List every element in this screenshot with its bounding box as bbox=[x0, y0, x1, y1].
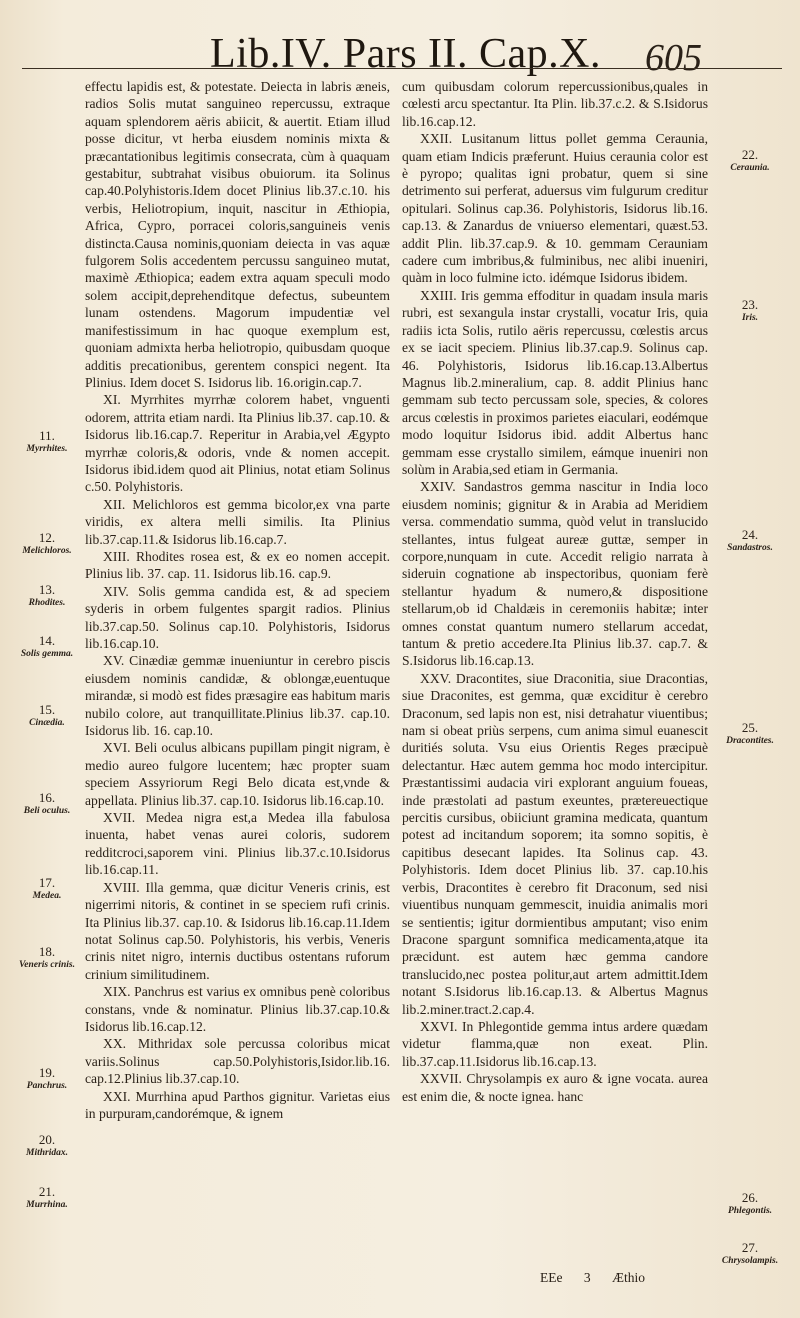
margin-number: 22. bbox=[741, 147, 759, 162]
margin-number: 24. bbox=[741, 527, 759, 542]
signature-mark: EEe bbox=[540, 1270, 563, 1285]
margin-name: Dracontites. bbox=[726, 736, 774, 746]
margin-name: Myrrhites. bbox=[26, 444, 68, 454]
margin-note-20 bbox=[12, 1132, 82, 1158]
paragraph-13: XIII. Rhodites rosea est, & ex eo nomen accepit. Plinius lib. 37. cap. 11. Isidorus lib.16. cap.9. bbox=[85, 548, 390, 582]
margin-number: 21. bbox=[38, 1184, 56, 1199]
margin-name: Panchrus. bbox=[26, 1081, 68, 1091]
paragraph-16: XVI. Beli oculus albicans pupillam pingit nigram, è medio aureo fulgore lucentem; hæc propter suam speciem Assyriorum Regi Belo dicata est,vnde & appellata. Plinius lib.37. cap.10. Isidorus lib.16.cap.10. bbox=[85, 740, 390, 808]
margin-note-26 bbox=[710, 1190, 790, 1216]
paragraph-24: XXIV. Sandastros gemma nascitur in India loco eiusdem nominis; gignitur & in Arabia ad Meridiem versa. commendatio summa, quòd velut in translucido stellantes, intus fulgeat aureæ guttæ, semper in corpore,nunquam in cute. Accedit religio narrata à sideruin cognatione ab inspectoribus, quoniam ferè stellantur hyadum & numero,& dispositione stellarum,ob id Chaldæis in ceremoniis habitæ; inter omnes constat quantum numero stellarum accedat, tantum & pretio accedere.Ita Plinius lib.37. cap.7. & S.Isidorus lib.16.cap.13. bbox=[402, 479, 708, 669]
margin-name: Sandastros. bbox=[727, 543, 773, 553]
margin-name: Veneris crinis. bbox=[19, 960, 75, 970]
margin-number: 25. bbox=[741, 720, 759, 735]
margin-number: 11. bbox=[39, 428, 55, 443]
margin-note-27 bbox=[710, 1240, 790, 1266]
margin-note-14 bbox=[12, 633, 82, 659]
right-text-column bbox=[402, 78, 708, 1105]
margin-number: 26. bbox=[741, 1190, 759, 1205]
margin-note-13 bbox=[12, 582, 82, 608]
paragraph: cum quibusdam colorum repercussionibus,quales in cœlesti arcu spectantur. Ita Plin. lib.37.c.2. & S.Isidorus lib.16.cap.12. bbox=[402, 79, 708, 129]
margin-number: 19. bbox=[38, 1065, 56, 1080]
paragraph-26: XXVI. In Phlegontide gemma intus ardere quædam videtur flamma,quæ non exeat. Plin. lib.37.cap.11.Isidorus lib.16.cap.13. bbox=[402, 1018, 708, 1069]
margin-note-23 bbox=[710, 297, 790, 323]
left-text-column bbox=[85, 78, 390, 1122]
margin-note-25 bbox=[710, 720, 790, 746]
paragraph-20: XX. Mithridax sole percussa coloribus micat variis.Solinus cap.50.Polyhistoris,Isidor.lib.16. cap.12.Plinius lib.37.cap.10. bbox=[85, 1036, 390, 1087]
margin-number: 15. bbox=[38, 702, 56, 717]
paragraph: effectu lapidis est, & potestate. Deiecta in labris æneis, radios Solis mutat sanguineo repercussu, extraque aquam splendorem aëris abiicit, & auertit. Etiam illud posse dicitur, vt herba eiusdem nominis mixta & præcantationibus legitimis consecrata, cùm à quaquam gestabitur, subtrahat visibus obuiorum. ita Solinus cap.40.Polyhistoris.Idem docet Plinius lib.37.c.10. his verbis, Heliotropium, inquit, nascitur in Æthiopia, Africa, Cypro, porracei coloris,sanguineis venis distincta.Causa nominis,quoniam deiecta in vas aquæ fulgorem Solis accedentem percussu sanguineo mutat, maximè Æthiopica; eadem extra aquam speculi modo solem accipit,deprehenditque defectus, subeuntem lunam ostendens. Magorum impudentiæ vel manifestissimum in hac quoque exemplum est, quoniam admixta herba heliotropio, quibusdam quoque additis precationibus, gerentem conspici negent. Ita Plinius. Idem docet S. Isidorus lib. 16.origin.cap.7. bbox=[85, 79, 390, 390]
margin-note-21 bbox=[12, 1184, 82, 1210]
margin-note-11 bbox=[12, 428, 82, 454]
margin-name: Beli oculus. bbox=[23, 806, 71, 816]
header-rule bbox=[22, 68, 782, 69]
margin-note-24 bbox=[710, 527, 790, 553]
margin-number: 20. bbox=[38, 1132, 56, 1147]
margin-number: 17. bbox=[38, 875, 56, 890]
paragraph-23: XXIII. Iris gemma effoditur in quadam insula maris rubri, est sexangula instar crystalli, vocatur Iris, quia radiis icta Solis, rutilo aëris repercussu, cœlestis arcus ex se iacit speciem. Plinius lib.37.cap.9. Solinus cap. 46. Polyhistoris, Isidorus lib.16.cap.13.Albertus Magnus lib.2.mineralium, cap. 8. addit Plinius hanc gemmam sub tecto percussam sole, species, & colores arcus cœlestis in proximos parietes eiaculari, eodémque modo loquitur Isidorus ibid. addit Albertus hanc gemmam esse crystallo similem, eámque inueniri non solùm in Arabia,sed etiam in Germania. bbox=[402, 287, 708, 477]
margin-number: 12. bbox=[38, 530, 56, 545]
running-title: Lib.IV. Pars II. Cap.X. bbox=[210, 31, 602, 77]
margin-note-18 bbox=[12, 944, 82, 970]
margin-note-17 bbox=[12, 875, 82, 901]
margin-name: Iris. bbox=[741, 313, 759, 323]
margin-note-12 bbox=[12, 530, 82, 556]
page-number: 605 bbox=[645, 37, 702, 79]
paragraph-22: XXII. Lusitanum littus pollet gemma Ceraunia, quam etiam Indicis præferunt. Huius ceraunia color est è pyropo; qualitas igni probatur, quem si sine detrimento sui perferat, aduersus vim fulgurum creditur opitulari. Solinus cap.36. Polyhistoris, Isidorus lib.16. cap.13. & Zanardus de vniuerso elementari, quæst.53. addit Plin. lib.37.cap.9. & 10. gemmam Cerauniam cadere cum imbribus,& fulminibus, nec alibi inueniri, quàm in loco fulmine icto. idémque Isidorus ibidem. bbox=[402, 131, 708, 286]
paragraph-27: XXVII. Chrysolampis ex auro & igne vocata. aurea est enim die, & nocte ignea. hanc bbox=[402, 1071, 708, 1104]
margin-number: 27. bbox=[741, 1240, 759, 1255]
catchword: Æthio bbox=[612, 1270, 646, 1285]
signature-number: 3 bbox=[583, 1270, 591, 1285]
margin-name: Mithridax. bbox=[26, 1148, 68, 1158]
margin-name: Solis gemma. bbox=[20, 649, 74, 659]
paragraph-18: XVIII. Illa gemma, quæ dicitur Veneris crinis, est nigerrimi nitoris, & continet in se speciem rufi crinis. Ita Plinius lib.37. cap.10. & Isidorus lib.16.cap.11.Idem notat Solinus cap.50. Polyhistoris, his verbis, Veneris crinis nitet nigro, internis ductibus ostentans ruforum crinium similitudinem. bbox=[85, 879, 390, 982]
margin-note-22 bbox=[710, 147, 790, 173]
paragraph-25: XXV. Dracontites, siue Draconitia, siue Dracontias, siue Draconites, est gemma, quæ exciditur è cerebro Draconum, sed lapis non est, nisi detrahatur viuentibus; nam si obeat priùs serpens, cum anima simul euanescit duritiés soluta. Vsu eius Orientis Reges præcipuè delectantur. Hæc autem gemma hoc modo intercipitur. Præstantissimi audacia viri explorant anguium foueas, inde præstolati ad pastum exeuntes, prætereuectique percitis cursibus, obiiciunt gramina medicata, quantum potest ad incitandum soporem; ita somno sopitis, è capitibus desecant lapides. Ita Solinus cap. 43. Polyhistoris. Idem docet Plinius lib. 37. cap.10.his verbis, Dracontites è cerebro fit Draconum, sed nisi viuentibus nunquam gemmescit, inuidia animalis mori se sentientis; igitur dormientibus amputant; viso enim Dracone spargunt somnifica medicamenta,atque ita præcidunt. est autem hæc gemma candore translucido,nec postea politur,aut artem admittit.Idem notant S.Isidorus lib.16.cap.13. & Albertus Magnus lib.2.miner.tract.2.cap.4. bbox=[402, 670, 708, 1017]
margin-name: Melichloros. bbox=[22, 546, 72, 556]
margin-number: 14. bbox=[38, 633, 56, 648]
paragraph-11: XI. Myrrhites myrrhæ colorem habet, vnguenti odorem, attrita etiam nardi. Ita Plinius lib.37. cap.10. & Isidorus lib.16.cap.7. Reperitur in Arabia,vel Ægypto myrrhæ coloris,& odoris, vnde & nomen accepit. Isidorus ibid.idem quod ait Plinius, notat etiam Solinus c.50. Polyhistoris. bbox=[85, 392, 390, 495]
margin-name: Chrysolampis. bbox=[721, 1256, 779, 1266]
margin-number: 13. bbox=[38, 582, 56, 597]
paragraph-14: XIV. Solis gemma candida est, & ad speciem syderis in orbem fulgentes spargit radios. Plinius lib.37.cap.50. Solinus cap.10. Polyhistoris, Isidorus lib.16.cap.10. bbox=[85, 583, 390, 651]
margin-number: 18. bbox=[38, 944, 56, 959]
page-header bbox=[0, 22, 800, 82]
page-footer bbox=[540, 1270, 663, 1286]
margin-name: Rhodites. bbox=[28, 598, 66, 608]
paragraph-12: XII. Melichloros est gemma bicolor,ex vna parte viridis, ex altera melli similis. Ita Plinius lib.37.cap.11.& Isidorus lib.16.cap.7. bbox=[85, 496, 390, 547]
margin-note-15 bbox=[12, 702, 82, 728]
margin-number: 16. bbox=[38, 790, 56, 805]
margin-name: Ceraunia. bbox=[730, 163, 770, 173]
paragraph-15: XV. Cinædiæ gemmæ inueniuntur in cerebro piscis eiusdem nominis candidæ, & oblongæ,euentuque mirandæ, si modò est fides præsagire eas habitum maris nubilo colore, aut tranquillitate.Plinius lib.37. cap.10. Isidorus lib. 16. cap.10. bbox=[85, 653, 390, 739]
margin-note-16 bbox=[12, 790, 82, 816]
paragraph-17: XVII. Medea nigra est,a Medea illa fabulosa inuenta, habet venas aurei coloris, sudorem redditcroci,saporem vini. Plinius lib.37.c.10.Isidorus lib.16.cap.11. bbox=[85, 810, 390, 878]
margin-name: Medea. bbox=[32, 891, 62, 901]
margin-name: Murrhina. bbox=[26, 1200, 68, 1210]
margin-name: Cinædia. bbox=[29, 718, 65, 728]
paragraph-21: XXI. Murrhina apud Parthos gignitur. Varietas eius in purpuram,candorémque, & ignem bbox=[85, 1088, 390, 1121]
margin-number: 23. bbox=[741, 297, 759, 312]
margin-name: Phlegontis. bbox=[727, 1206, 773, 1216]
paragraph-19: XIX. Panchrus est varius ex omnibus penè coloribus constans, vnde & nominatur. Plinius lib.37.cap.10.& Isidorus lib.16.cap.12. bbox=[85, 984, 390, 1034]
margin-note-19 bbox=[12, 1065, 82, 1091]
